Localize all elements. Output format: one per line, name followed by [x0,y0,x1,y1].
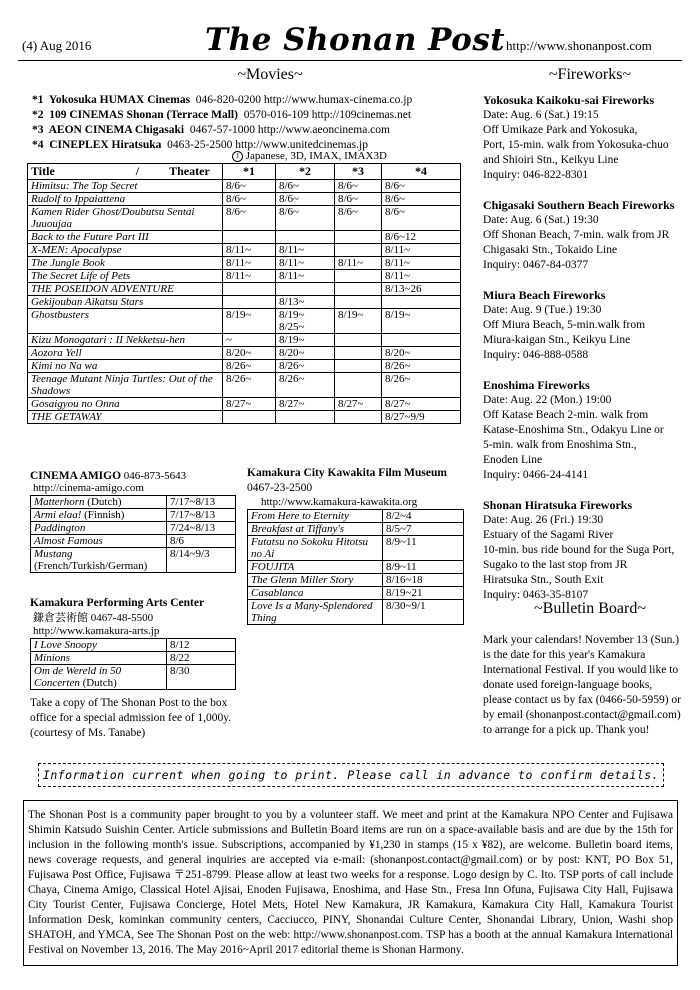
theater-date-cell [335,296,382,309]
table-row [31,639,236,652]
theater-date-cell: 8/6~ [335,206,382,231]
table-row [248,600,464,625]
col-1: *1 [223,164,276,180]
table-row [28,231,461,244]
fireworks-event-detail: 5-min. walk from Enoshima Stn., [483,439,637,451]
amigo-block [30,470,236,573]
site-url[interactable]: http://www.shonanpost.com [506,38,652,53]
fireworks-event-detail: Off Umikaze Park and Yokosuka, [483,124,638,136]
film-date-cell: 8/19~21 [383,587,464,600]
movie-title-cell: Kamen Rider Ghost/Doubutsu Sentai Juuoujaa [28,206,223,231]
theater-date-cell: 8/13~ [276,296,335,309]
theater-date-cell: 8/26~ [382,373,461,398]
notice-banner: Information current when going to print. Please call in advance to confirm details. [38,763,664,787]
theater-date-cell: 8/6~ [382,180,461,193]
theater-date-cell [223,411,276,424]
table-row [28,257,461,270]
theater-date-cell: 8/26~ [276,373,335,398]
issue-label: (4) Aug 2016 [22,38,92,53]
kawakita-table [247,509,464,625]
fireworks-event-detail: Sugako to the last stop from JR [483,559,628,571]
fireworks-event-detail: Hiratsuka Stn., South Exit [483,574,604,586]
theater-date-cell: 8/26~ [382,360,461,373]
footer-info: The Shonan Post is a community paper brought to you by a volunteer staff. We meet and print at the Kamakura NPO Center and Fujisawa Shimin Katsudo Suishin Center. Article submissions and Bulletin Board items are run on a space-available basis and are due by the 15th for inclusion in the following month's issue. Subscriptions, accompanied by ¥1,230 in stamps (15 x ¥82), are welcome. Bulletin board items, news coverage requests, and general inquiries are accepted via e-mail: (shonanpost.contact@gmail.com) or by post: KNT, PO Box 51, Fujisawa Post Office, Fujisawa 〒251-8799. Please allow at least two weeks for a response. Logo design by C. Ito. TSP ports of call include Chaya, Cinema Amigo, Classical Hotel Ajisai, Enoden Fujisawa, Enoshima, and Hase Stn., Fresa Inn Ofuna, Fujisawa City Hall, Fujisawa City Tourist Center, Fujisawa Concierge, Hotel Mets, Hotel New Kamakura, JR Kamakura, Kamakura City Hall, Kamakura Tourist Information Desk, kominkan community centers, Cacciucco, PINY, Shonandai Culture Center, Shonandai Library, Union, Washi shop SHATOH, and YMCA, See The Shonan Post on the web: http://www.shonanpost.com. TSP has a booth at the annual Kamakura International Festival on November 13, 2016. The May 2016~April 2017 editorial theme is Shonan Harmony. [23,800,678,966]
film-date-cell: 7/17~8/13 [167,509,236,522]
fireworks-event-detail: Off Shonan Beach, 7-min. walk from JR [483,229,670,241]
table-row [28,193,461,206]
film-title-cell: FOUJITA [248,561,383,574]
movie-title-cell: Back to the Future Part III [28,231,223,244]
movie-title-cell: THE GETAWAY [28,411,223,424]
bulletin-text: Mark your calendars! November 13 (Sun.) is the date for this year's Kamakura International Festival. If you would like to donate used foreign-language books, please contact us by fax (0466-50-5959) or by email (shonanpost.contact@gmail.com) to arrange for a pick up. Thank you! [483,634,681,736]
theater-date-cell: 8/19~ [276,334,335,347]
fireworks-event-detail: Inquiry: 046-888-0588 [483,349,589,361]
arts-block [30,597,245,741]
theater-date-cell: 8/26~ [276,360,335,373]
fireworks-event [483,288,693,363]
theater-date-cell: 8/27~ [335,398,382,411]
table-row [28,334,461,347]
arts-note: Take a copy of The Shonan Post to the box office for a special admission fee of 1,000y. (courtesy of Ms. Tanabe) [30,697,232,739]
fireworks-event-detail: Estuary of the Sagami River [483,529,614,541]
japanese-badge-icon: J [232,151,243,162]
film-date-cell: 7/17~8/13 [167,496,236,509]
fireworks-event-name: Chigasaki Southern Beach Fireworks [483,198,675,212]
table-row [248,536,464,561]
fireworks-event-detail: Date: Aug. 6 (Sat.) 19:15 [483,109,599,121]
table-row [31,652,236,665]
theater-date-cell: 8/11~ [382,270,461,283]
fireworks-event-detail: 10-min. bus ride bound for the Suga Port, [483,544,675,556]
amigo-table [30,495,236,573]
table-row [31,665,236,690]
table-row [31,509,236,522]
movies-table [27,163,461,424]
fireworks-event-detail: Off Miura Beach, 5-min.walk from [483,319,646,331]
theater-date-cell: 8/6~12 [382,231,461,244]
fireworks-event-detail: Inquiry: 046-822-8301 [483,169,589,181]
table-row [248,561,464,574]
kawakita-heading: Kamakura City Kawakita Film Museum [247,467,447,479]
theater-date-cell [335,411,382,424]
table-row [28,244,461,257]
fireworks-event [483,198,693,273]
theater-date-cell: 8/19~ 8/25~ [276,309,335,334]
theater-date-cell: 8/11~ [276,270,335,283]
movie-title-cell: Gosaigyou no Onna [28,398,223,411]
cinema-2: *2 109 CINEMAS Shonan (Terrace Mall) 0570-016-109 http://109cinemas.net [32,109,412,121]
theater-date-cell: 8/11~ [223,257,276,270]
theater-date-cell: 8/19~ [382,309,461,334]
theater-date-cell [335,347,382,360]
theater-date-cell [335,360,382,373]
theater-date-cell: 8/27~ [276,398,335,411]
fireworks-event-detail: Date: Aug. 22 (Mon.) 19:00 [483,394,612,406]
amigo-heading: CINEMA AMIGO [30,470,122,482]
film-title-cell: Matterhorn (Dutch) [31,496,167,509]
fireworks-heading: ~Fireworks~ [548,66,632,83]
theater-date-cell [335,270,382,283]
theater-date-cell: 8/27~ [382,398,461,411]
theater-date-cell [335,283,382,296]
theater-date-cell: 8/13~26 [382,283,461,296]
theater-date-cell: 8/11~ [276,257,335,270]
table-row [28,296,461,309]
theater-date-cell: 8/6~ [276,206,335,231]
theater-date-cell: 8/11~ [335,257,382,270]
film-title-cell: Casablanca [248,587,383,600]
kawakita-url[interactable]: http://www.kamakura-kawakita.org [261,496,418,508]
fireworks-event-detail: Off Katase Beach 2-min. walk from [483,409,649,421]
movie-title-cell: Rudolf to Ippaiattena [28,193,223,206]
fireworks-event-name: Enoshima Fireworks [483,378,590,392]
movie-title-cell: Ghostbusters [28,309,223,334]
theater-date-cell: ~ [223,334,276,347]
theater-date-cell: 8/11~ [223,244,276,257]
table-row [28,398,461,411]
film-title-cell: Armi elaa! (Finnish) [31,509,167,522]
film-title-cell: Almost Famous [31,535,167,548]
film-date-cell: 8/2~4 [383,510,464,523]
theater-date-cell [223,283,276,296]
arts-phone: 0467-48-5500 [90,612,154,624]
theater-date-cell [276,411,335,424]
table-row [248,510,464,523]
fireworks-event-name: Yokosuka Kaikoku-sai Fireworks [483,93,655,107]
film-title-cell: Futatsu no Sokoku Hitotsu no Ai [248,536,383,561]
cinema-1: *1 Yokosuka HUMAX Cinemas 046-820-0200 http://www.humax-cinema.co.jp [32,94,413,106]
theater-date-cell [335,231,382,244]
fireworks-event-detail: and Shioiri Stn., Keikyu Line [483,154,619,166]
movie-title-cell: Gekijouban Aikatsu Stars [28,296,223,309]
movie-title-cell: Kizu Monogatari : II Nekketsu-hen [28,334,223,347]
theater-date-cell [335,373,382,398]
table-row [28,411,461,424]
theater-date-cell [223,296,276,309]
movie-title-cell: X-MEN: Apocalypse [28,244,223,257]
col-3: *3 [335,164,382,180]
fireworks-event-detail: Date: Aug. 6 (Sat.) 19:30 [483,214,599,226]
film-title-cell: Mustang (French/Turkish/German) [31,548,167,573]
fireworks-event-detail: Chigasaki Stn., Tokaido Line [483,244,618,256]
theater-date-cell [276,231,335,244]
event-title-cell: I Love Snoopy [31,639,167,652]
theater-date-cell: 8/20~ [382,347,461,360]
theater-date-cell [223,231,276,244]
theater-date-cell: 8/6~ [382,206,461,231]
movie-title-cell: The Secret Life of Pets [28,270,223,283]
table-row [248,574,464,587]
theater-date-cell: 8/26~ [223,360,276,373]
theater-date-cell: 8/20~ [223,347,276,360]
theater-date-cell [276,283,335,296]
table-row [28,373,461,398]
film-date-cell: 8/14~9/3 [167,548,236,573]
theater-date-cell: 8/19~ [335,309,382,334]
header-rule [18,60,682,61]
fireworks-event-name: Shonan Hiratsuka Fireworks [483,498,633,512]
fireworks-event-detail: Date: Aug. 26 (Fri.) 19:30 [483,514,604,526]
theater-date-cell: 8/27~ [223,398,276,411]
theater-date-cell [382,334,461,347]
theater-date-cell: 8/19~ [223,309,276,334]
fireworks-event [483,498,693,603]
film-date-cell: 8/9~11 [383,561,464,574]
film-date-cell: 8/30~9/1 [383,600,464,625]
arts-table [30,638,236,690]
col-2: *2 [276,164,335,180]
table-row [28,206,461,231]
film-date-cell: 7/24~8/13 [167,522,236,535]
kawakita-phone: 0467-23-2500 [247,482,313,494]
fireworks-event [483,378,693,483]
film-date-cell: 8/6 [167,535,236,548]
table-row [28,309,461,334]
movie-title-cell: Kimi no Na wa [28,360,223,373]
event-date-cell: 8/22 [167,652,236,665]
table-row [31,535,236,548]
table-row [248,523,464,536]
col-title: Title / Theater [28,164,223,180]
film-date-cell: 8/9~11 [383,536,464,561]
film-title-cell: Breakfast at Tiffany's [248,523,383,536]
table-row [31,522,236,535]
event-date-cell: 8/12 [167,639,236,652]
film-date-cell: 8/5~7 [383,523,464,536]
theater-date-cell: 8/27~9/9 [382,411,461,424]
theater-date-cell: 8/11~ [382,244,461,257]
theater-date-cell: 8/6~ [382,193,461,206]
fireworks-event-detail: Date: Aug. 9 (Tue.) 19:30 [483,304,602,316]
fireworks-event-detail: Port, 15-min. walk from Yokosuka-chuo [483,139,669,151]
theater-date-cell: 8/6~ [276,193,335,206]
event-date-cell: 8/30 [167,665,236,690]
fireworks-event-detail: Inquiry: 0467-84-0377 [483,259,589,271]
theater-date-cell: 8/26~ [223,373,276,398]
fireworks-event-name: Miura Beach Fireworks [483,288,606,302]
col-4: *4 [382,164,461,180]
theater-date-cell: 8/6~ [276,180,335,193]
table-row [28,283,461,296]
arts-jp-name: 鎌倉芸術館 [33,612,88,624]
film-title-cell: The Glenn Miller Story [248,574,383,587]
film-title-cell: Paddington [31,522,167,535]
fireworks-event-detail: Miura-kaigan Stn., Keikyu Line [483,334,631,346]
amigo-phone: 046-873-5643 [123,470,187,482]
table-row [28,270,461,283]
theater-date-cell: 8/11~ [223,270,276,283]
movie-title-cell: Aozora Yell [28,347,223,360]
table-header-row [28,164,461,180]
theater-date-cell: 8/6~ [335,180,382,193]
fireworks-list [483,93,693,618]
kawakita-block [247,466,467,625]
theater-date-cell: 8/6~ [223,180,276,193]
film-title-cell: From Here to Eternity [248,510,383,523]
fireworks-event-detail: Katase-Enoshima Stn., Odakyu Line or [483,424,664,436]
event-title-cell: Minions [31,652,167,665]
amigo-url[interactable]: http://cinema-amigo.com [33,482,144,494]
table-row [28,180,461,193]
theater-date-cell: 8/6~ [223,193,276,206]
theater-date-cell: 8/11~ [382,257,461,270]
film-date-cell: 8/16~18 [383,574,464,587]
theater-date-cell [382,296,461,309]
fireworks-event-detail: Enoden Line [483,454,543,466]
movies-heading: ~Movies~ [237,66,303,83]
movie-title-cell: THE POSEIDON ADVENTURE [28,283,223,296]
theater-date-cell: 8/6~ [335,193,382,206]
movie-title-cell: Himitsu: The Top Secret [28,180,223,193]
theater-date-cell: 8/20~ [276,347,335,360]
film-title-cell: Love Is a Many-Splendored Thing [248,600,383,625]
format-legend: J Japanese, 3D, IMAX, IMAX3D [232,150,387,162]
table-row [248,587,464,600]
movie-title-cell: The Jungle Book [28,257,223,270]
table-row [28,360,461,373]
fireworks-event-detail: Inquiry: 0463-35-8107 [483,589,589,601]
arts-url[interactable]: http://www.kamakura-arts.jp [33,625,160,637]
masthead-title: The Shonan Post [205,22,506,58]
cinema-list [32,93,412,153]
bulletin-heading: ~Bulletin Board~ [534,600,646,617]
table-row [28,347,461,360]
arts-heading: Kamakura Performing Arts Center [30,597,205,609]
movie-title-cell: Teenage Mutant Ninja Turtles: Out of the Shadows [28,373,223,398]
theater-date-cell [335,244,382,257]
table-row [31,548,236,573]
theater-date-cell [335,334,382,347]
cinema-4: *4 CINEPLEX Hiratsuka 0463-25-2500 http://www.unitedcinemas.jp [32,139,368,151]
fireworks-event [483,93,693,183]
table-row [31,496,236,509]
cinema-3: *3 AEON CINEMA Chigasaki 0467-57-1000 http://www.aeoncinema.com [32,124,390,136]
theater-date-cell: 8/11~ [276,244,335,257]
event-title-cell: Om de Wereld in 50 Concerten (Dutch) [31,665,167,690]
theater-date-cell: 8/6~ [223,206,276,231]
fireworks-event-detail: Inquiry: 0466-24-4141 [483,469,589,481]
